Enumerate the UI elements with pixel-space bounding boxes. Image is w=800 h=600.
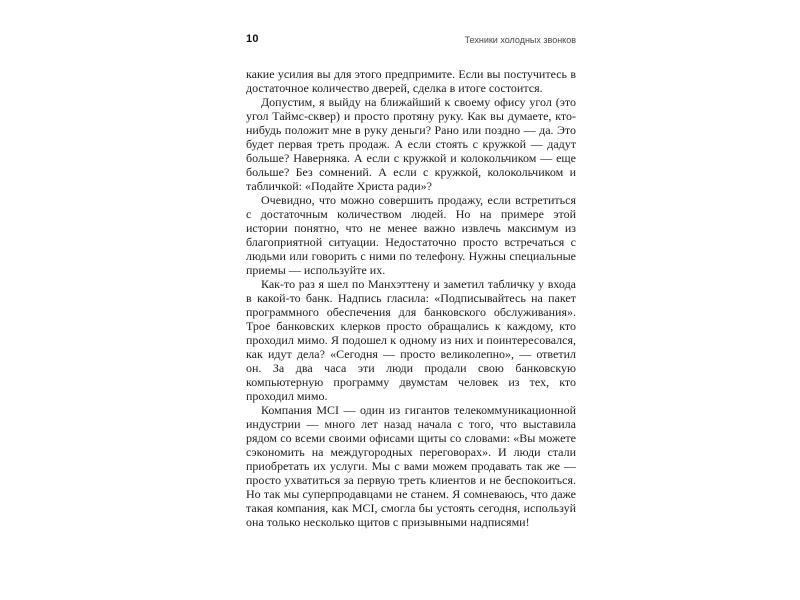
paragraph: Очевидно, что можно совершить продажу, если встретиться с достаточным количеством людей. Но на примере этой истории понятно, что не менее важно извлечь максимум из благоприятной ситуации. Недостаточно просто встречаться с людьми или говорить с ними по телефону. Нужны специальные приемы — используйте их. [246,193,576,277]
page-text [246,67,576,529]
page-number: 10 [246,33,259,45]
paragraph: Допустим, я выйду на ближайший к своему офису угол (это угол Таймс-сквер) и просто протяну руку. Как вы думаете, кто-нибудь положит мне в руку деньги? Рано или поздно — да. Это будет первая треть продаж. А если стоять с кружкой — дадут больше? Наверняка. А если с кружкой и колокольчиком — еще больше? Без сомнений. А если с кружкой, колокольчиком и табличкой: «Подайте Христа ради»? [246,95,576,193]
book-page [246,33,576,529]
page-header [246,33,576,46]
paragraph: Как-то раз я шел по Манхэттену и заметил табличку у входа в какой-то банк. Надпись гласила: «Подписывайтесь на пакет программного обеспечения для банковского обслуживания». Трое банковских клерков просто обращались к каждому, кто проходил мимо. Я подошел к одному из них и поинтересовался, как идут дела? «Сегодня — просто великолепно», — ответил он. За два часа эти люди продали свою банковскую компьютерную программу двумстам человек из тех, кто проходил мимо. [246,277,576,403]
paragraph: Компания MCI — один из гигантов телекоммуникационной индустрии — много лет назад начала с того, что выставила рядом со всеми своими офисами щиты со словами: «Вы можете сэкономить на междугородных переговорах». И люди стали приобретать их услуги. Мы с вами можем продавать так же — просто ухватиться за первую треть клиентов и не беспокоиться. Но так мы суперпродавцами не станем. Я сомневаюсь, что даже такая компания, как MCI, смогла бы устоять сегодня, используй она только несколько щитов с призывными надписями! [246,403,576,529]
running-title: Техники холодных звонков [464,35,576,45]
paragraph: какие усилия вы для этого предпримите. Если вы постучитесь в достаточное количество дверей, сделка в итоге состоится. [246,67,576,95]
